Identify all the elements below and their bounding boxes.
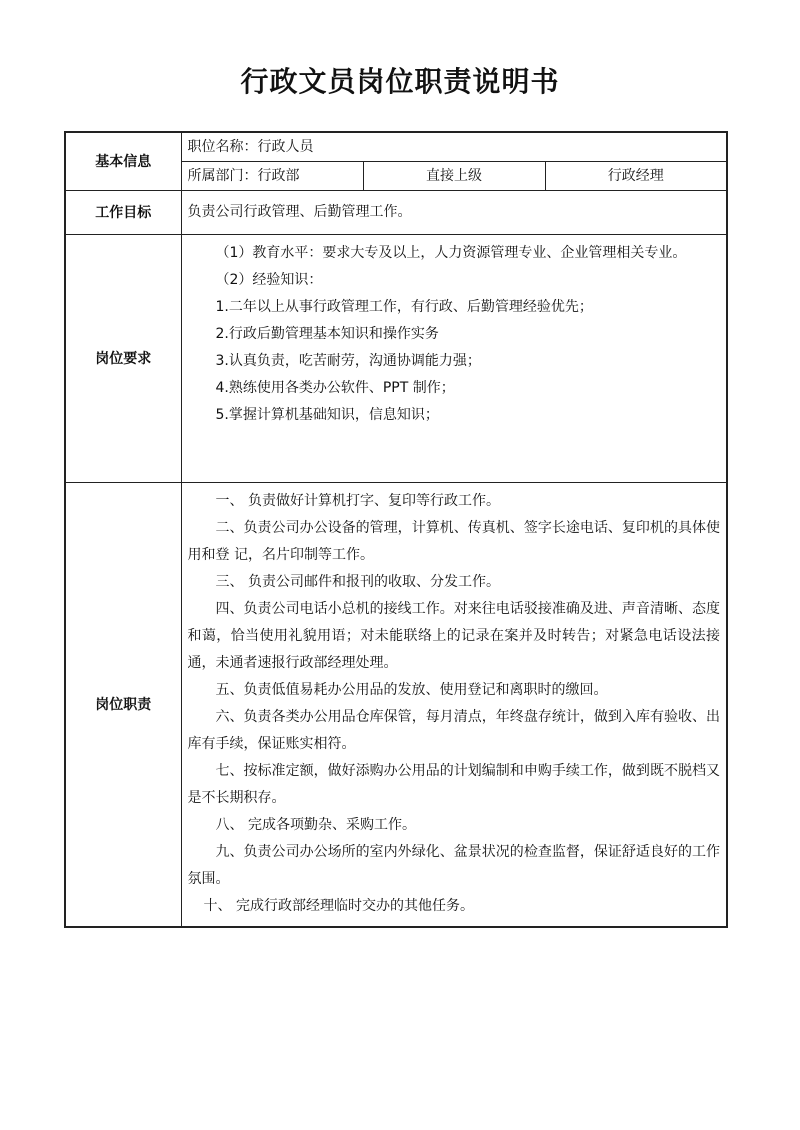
duty-item: 一、 负责做好计算机打字、复印等行政工作。: [215, 492, 500, 509]
requirements-label: 岗位要求: [65, 234, 181, 482]
duty-item: 五、负责低值易耗办公用品的发放、使用登记和离职时的缴回。: [215, 681, 608, 698]
duties-cell: [181, 482, 727, 927]
requirement-item: 3.认真负责，吃苦耐劳，沟通协调能力强；: [215, 352, 481, 369]
page-title: 行政文员岗位职责说明书: [240, 65, 560, 98]
requirement-item: 1.二年以上从事行政管理工作，有行政、后勤管理经验优先；: [215, 298, 593, 315]
duty-item-last: 十、 完成行政部经理临时交办的其他任务。: [203, 897, 474, 914]
requirement-item: 4.熟练使用各类办公软件、PPT 制作；: [215, 379, 455, 396]
superior-label-cell: [363, 161, 545, 190]
department: 所属部门：行政部: [187, 167, 300, 184]
position-name: 职位名称：行政人员: [187, 138, 314, 155]
duty-item: 二、负责公司办公设备的管理，计算机、传真机、签字长途电话、复印机的具体使用和登 记，名片印制等工作。: [187, 519, 720, 563]
requirement-item: 5.掌握计算机基础知识，信息知识；: [215, 406, 439, 423]
work-goal-label: 工作目标: [65, 190, 181, 234]
requirements-block: [182, 235, 727, 435]
superior-value-cell: [545, 161, 727, 190]
duty-item: 四、负责公司电话小总机的接线工作。对来往电话驳接准确及进、声音清晰、态度和蔼，恰当使用礼貌用语；对未能联络上的记录在案并及时转告；对紧急电话设法接通，未通者速报行政部经理处理。: [187, 600, 720, 671]
position-name-cell: [181, 132, 727, 161]
duties-label: 岗位职责: [65, 482, 181, 927]
requirement-item: 2.行政后勤管理基本知识和操作实务: [215, 325, 439, 342]
superior-value: 行政经理: [607, 167, 664, 184]
duty-item: 八、 完成各项勤杂、采购工作。: [215, 816, 416, 833]
basic-info-label: 基本信息: [65, 132, 181, 190]
work-goal-text: 负责公司行政管理、后勤管理工作。: [187, 204, 412, 220]
duty-item: 九、负责公司办公场所的室内外绿化、盆景状况的检查监督，保证舒适良好的工作氛围。: [187, 843, 720, 887]
duty-item: 六、负责各类办公用品仓库保管，每月清点，年终盘存统计，做到入库有验收、出库有手续，保证账实相符。: [187, 708, 720, 752]
duty-item: 三、 负责公司邮件和报刊的收取、分发工作。: [215, 573, 500, 590]
duty-item: 七、按标准定额，做好添购办公用品的计划编制和申购手续工作，做到既不脱档又是不长期积存。: [187, 762, 720, 806]
work-goal-cell: [181, 190, 727, 234]
job-description-table: [64, 131, 728, 928]
requirement-experience-heading: （2）经验知识：: [215, 271, 323, 288]
duties-block: [182, 483, 727, 926]
department-cell: [181, 161, 363, 190]
requirement-education: （1）教育水平：要求大专及以上，人力资源管理专业、企业管理相关专业。: [215, 244, 687, 261]
superior-label: 直接上级: [426, 167, 482, 184]
requirements-cell: [181, 234, 727, 482]
